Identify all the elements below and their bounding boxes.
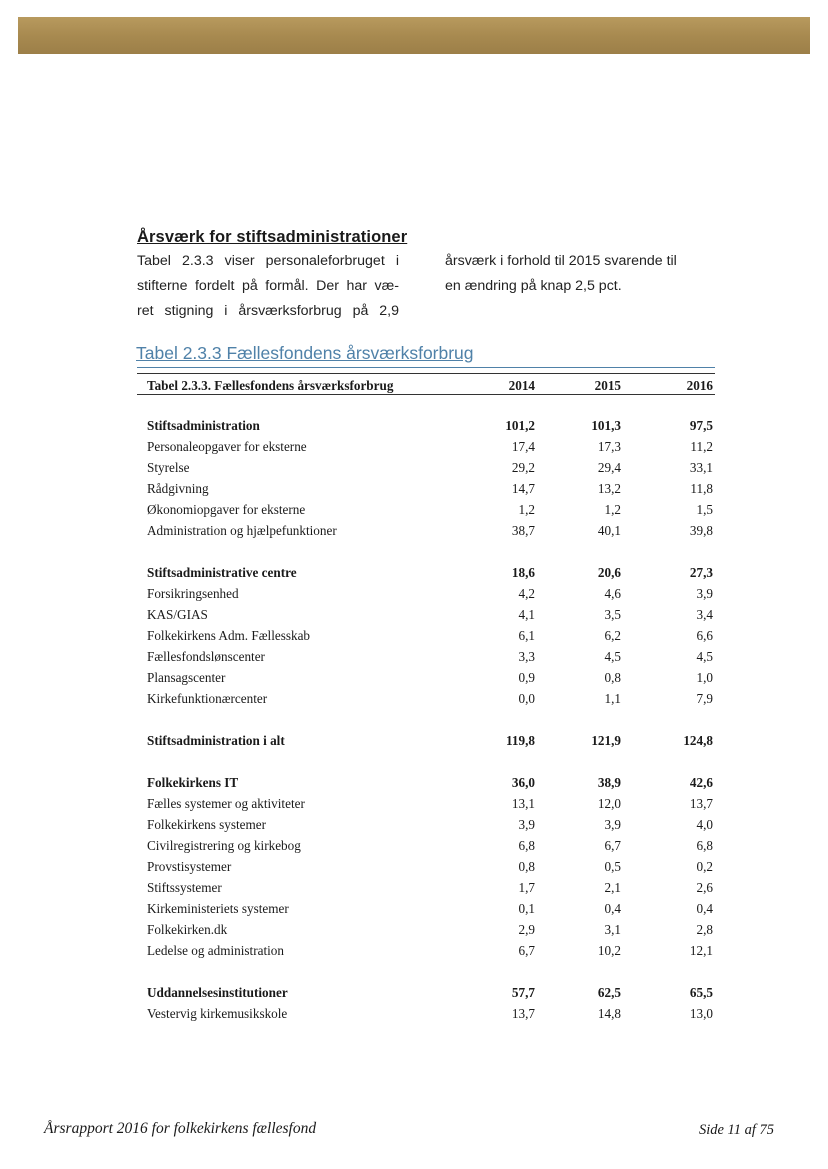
header-year-2016: 2016 bbox=[623, 374, 715, 395]
table-row bbox=[137, 478, 715, 499]
value-2014: 3,9 bbox=[518, 816, 535, 832]
row-label: Stiftssystemer bbox=[147, 879, 222, 895]
row-label: Forsikringsenhed bbox=[147, 585, 239, 601]
value-2015: 1,2 bbox=[604, 501, 621, 517]
value-2016: 97,5 bbox=[689, 417, 713, 433]
staffing-table bbox=[137, 373, 715, 1024]
value-2015: 14,8 bbox=[597, 1005, 621, 1021]
value-2015: 20,6 bbox=[597, 564, 621, 580]
value-2015: 12,0 bbox=[597, 795, 621, 811]
row-label: Folkekirkens Adm. Fællesskab bbox=[147, 627, 311, 643]
row-label: Stiftsadministration i alt bbox=[147, 732, 285, 748]
value-2015: 0,8 bbox=[604, 669, 621, 685]
row-label: Civilregistrering og kirkebog bbox=[147, 837, 301, 853]
value-2015: 0,5 bbox=[604, 858, 621, 874]
row-label: Ledelse og administration bbox=[147, 942, 284, 958]
value-2015: 0,4 bbox=[604, 900, 621, 916]
value-2014: 6,1 bbox=[518, 627, 535, 643]
value-2015: 13,2 bbox=[597, 480, 621, 496]
value-2014: 101,2 bbox=[505, 417, 535, 433]
table-group-row bbox=[137, 982, 715, 1003]
value-2014: 6,7 bbox=[518, 942, 535, 958]
table-row bbox=[137, 520, 715, 541]
value-2015: 10,2 bbox=[597, 942, 621, 958]
row-label: Personaleopgaver for eksterne bbox=[147, 438, 307, 454]
value-2014: 29,2 bbox=[511, 459, 535, 475]
value-2015: 40,1 bbox=[597, 522, 621, 538]
value-2015: 29,4 bbox=[597, 459, 621, 475]
value-2016: 33,1 bbox=[689, 459, 713, 475]
row-label: Økonomiopgaver for eksterne bbox=[147, 501, 306, 517]
value-2014: 14,7 bbox=[511, 480, 535, 496]
value-2015: 3,1 bbox=[604, 921, 621, 937]
table-row bbox=[137, 877, 715, 898]
row-label: Stiftsadministration bbox=[147, 417, 260, 433]
value-2015: 38,9 bbox=[597, 774, 621, 790]
intro-line: Tabel 2.3.3 viser personaleforbruget i bbox=[137, 253, 399, 269]
value-2016: 0,2 bbox=[696, 858, 713, 874]
table-group-row bbox=[137, 730, 715, 751]
table-group-row bbox=[137, 415, 715, 436]
value-2015: 1,1 bbox=[604, 690, 621, 706]
table-row bbox=[137, 835, 715, 856]
value-2014: 6,8 bbox=[518, 837, 535, 853]
value-2016: 42,6 bbox=[689, 774, 713, 790]
row-label: Kirkefunktionærcenter bbox=[147, 690, 268, 706]
row-label: KAS/GIAS bbox=[147, 606, 208, 622]
row-label: Vestervig kirkemusikskole bbox=[147, 1005, 288, 1021]
spacer-row bbox=[137, 751, 715, 772]
value-2014: 4,2 bbox=[518, 585, 535, 601]
table-row bbox=[137, 646, 715, 667]
value-2016: 124,8 bbox=[683, 732, 713, 748]
value-2015: 4,5 bbox=[604, 648, 621, 664]
value-2016: 13,0 bbox=[689, 1005, 713, 1021]
row-label: Fællesfondslønscenter bbox=[147, 648, 265, 664]
value-2016: 6,6 bbox=[696, 627, 713, 643]
spacer-row bbox=[137, 709, 715, 730]
table-row bbox=[137, 793, 715, 814]
row-label: Folkekirkens IT bbox=[147, 774, 239, 790]
table-caption: Tabel 2.3.3 Fællesfondens årsværksforbrug bbox=[136, 343, 474, 363]
table-row bbox=[137, 625, 715, 646]
value-2015: 121,9 bbox=[591, 732, 621, 748]
value-2014: 13,7 bbox=[511, 1005, 535, 1021]
row-label: Administration og hjælpefunktioner bbox=[147, 522, 337, 538]
table-group-row bbox=[137, 772, 715, 793]
value-2015: 4,6 bbox=[604, 585, 621, 601]
footer-report-title: Årsrapport 2016 for folkekirkens fællesfond bbox=[44, 1120, 317, 1137]
header-year-2015: 2015 bbox=[537, 374, 623, 395]
intro-line: årsværk i forhold til 2015 svarende til bbox=[445, 253, 677, 269]
row-label: Folkekirken.dk bbox=[147, 921, 228, 937]
row-label: Styrelse bbox=[147, 459, 190, 475]
header-year-2014: 2014 bbox=[465, 374, 537, 395]
table-row bbox=[137, 457, 715, 478]
table-body bbox=[137, 395, 715, 1025]
value-2014: 0,9 bbox=[518, 669, 535, 685]
caption-rule bbox=[137, 367, 715, 368]
value-2016: 13,7 bbox=[689, 795, 713, 811]
value-2016: 11,8 bbox=[690, 480, 713, 496]
table-row bbox=[137, 604, 715, 625]
value-2016: 11,2 bbox=[690, 438, 713, 454]
value-2016: 4,5 bbox=[696, 648, 713, 664]
table-row bbox=[137, 667, 715, 688]
intro-line: stifterne fordelt på formål. Der har væ- bbox=[137, 278, 399, 294]
value-2016: 39,8 bbox=[689, 522, 713, 538]
value-2014: 1,2 bbox=[518, 501, 535, 517]
value-2015: 3,9 bbox=[604, 816, 621, 832]
row-label: Fælles systemer og aktiviteter bbox=[147, 795, 305, 811]
value-2016: 2,6 bbox=[696, 879, 713, 895]
table-row bbox=[137, 583, 715, 604]
value-2014: 3,3 bbox=[518, 648, 535, 664]
value-2014: 36,0 bbox=[511, 774, 535, 790]
table-header-row bbox=[137, 374, 715, 395]
value-2014: 38,7 bbox=[511, 522, 535, 538]
table-row bbox=[137, 940, 715, 961]
value-2014: 2,9 bbox=[518, 921, 535, 937]
row-label: Kirkeministeriets systemer bbox=[147, 900, 289, 916]
row-label: Stiftsadministrative centre bbox=[147, 564, 297, 580]
intro-line: ret stigning i årsværksforbrug på 2,9 bbox=[137, 303, 399, 319]
row-label: Provstisystemer bbox=[147, 858, 232, 874]
table-row bbox=[137, 499, 715, 520]
value-2014: 0,1 bbox=[518, 900, 535, 916]
value-2014: 0,0 bbox=[518, 690, 535, 706]
value-2014: 13,1 bbox=[511, 795, 535, 811]
value-2014: 119,8 bbox=[506, 732, 535, 748]
row-label: Folkekirkens systemer bbox=[147, 816, 267, 832]
row-label: Plansagscenter bbox=[147, 669, 226, 685]
value-2015: 2,1 bbox=[604, 879, 621, 895]
table-row bbox=[137, 1003, 715, 1024]
value-2016: 4,0 bbox=[696, 816, 713, 832]
header-band bbox=[18, 17, 810, 54]
intro-line: en ændring på knap 2,5 pct. bbox=[445, 278, 622, 294]
value-2014: 18,6 bbox=[511, 564, 535, 580]
value-2014: 4,1 bbox=[518, 606, 535, 622]
value-2016: 27,3 bbox=[689, 564, 713, 580]
value-2015: 62,5 bbox=[597, 984, 621, 1000]
value-2016: 0,4 bbox=[696, 900, 713, 916]
value-2016: 2,8 bbox=[696, 921, 713, 937]
table-group-row bbox=[137, 562, 715, 583]
value-2016: 7,9 bbox=[696, 690, 713, 706]
table-row bbox=[137, 688, 715, 709]
table-row bbox=[137, 856, 715, 877]
value-2014: 1,7 bbox=[518, 879, 535, 895]
footer-page-number: Side 11 af 75 bbox=[698, 1122, 774, 1138]
table-row bbox=[137, 919, 715, 940]
row-label: Rådgivning bbox=[147, 480, 209, 496]
intro-text-right bbox=[445, 249, 715, 299]
table-row bbox=[137, 436, 715, 457]
value-2014: 57,7 bbox=[511, 984, 535, 1000]
value-2014: 0,8 bbox=[518, 858, 535, 874]
value-2016: 1,0 bbox=[696, 669, 713, 685]
spacer-row bbox=[137, 961, 715, 982]
value-2015: 101,3 bbox=[591, 417, 621, 433]
value-2016: 12,1 bbox=[689, 942, 713, 958]
value-2016: 1,5 bbox=[696, 501, 713, 517]
table-row bbox=[137, 814, 715, 835]
value-2016: 3,9 bbox=[696, 585, 713, 601]
value-2015: 6,2 bbox=[604, 627, 621, 643]
spacer-row bbox=[137, 541, 715, 562]
value-2016: 3,4 bbox=[696, 606, 713, 622]
value-2014: 17,4 bbox=[511, 438, 535, 454]
table-row bbox=[137, 898, 715, 919]
value-2015: 17,3 bbox=[597, 438, 621, 454]
value-2016: 6,8 bbox=[696, 837, 713, 853]
spacer-row bbox=[137, 395, 715, 416]
value-2015: 6,7 bbox=[604, 837, 621, 853]
value-2015: 3,5 bbox=[604, 606, 621, 622]
header-label: Tabel 2.3.3. Fællesfondens årsværksforbrug bbox=[137, 374, 465, 395]
value-2016: 65,5 bbox=[689, 984, 713, 1000]
intro-text-left bbox=[137, 249, 399, 324]
row-label: Uddannelsesinstitutioner bbox=[147, 984, 288, 1000]
section-heading: Årsværk for stiftsadministrationer bbox=[137, 228, 408, 246]
